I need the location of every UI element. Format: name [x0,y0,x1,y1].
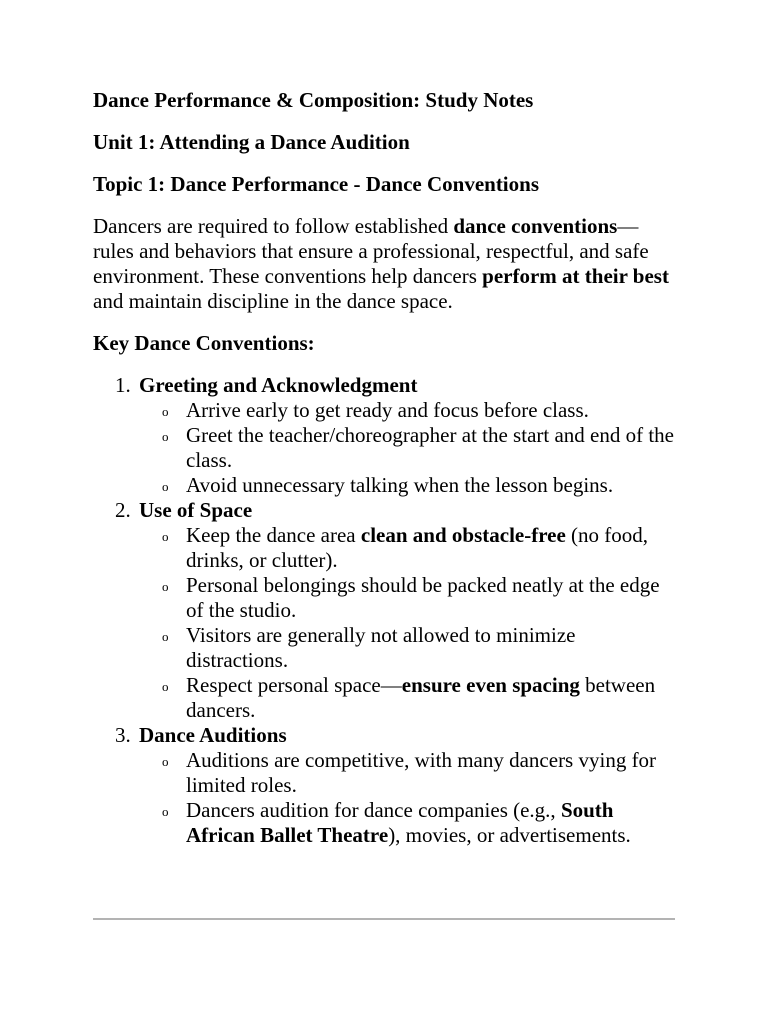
bullet-bold: clean and obstacle-free [360,523,566,547]
bullet-list [139,398,675,498]
key-conventions-heading: Key Dance Conventions: [93,331,315,355]
bullet-text: (no food, drinks, or clutter). [186,523,649,572]
convention-item [93,373,675,498]
bullet-icon: o [162,529,169,544]
item-number: 1. [115,373,131,397]
bullet-icon: o [162,754,169,769]
bullet-text: Avoid unnecessary talking when the lesson begins. [186,473,614,497]
item-number: 2. [115,498,131,522]
bullet-item [139,423,675,473]
intro-paragraph [93,214,675,314]
bullet-text: Personal belongings should be packed neatly at the edge of the studio. [186,573,660,622]
document-page [93,88,675,848]
bullet-list [139,748,675,848]
bullet-text: Greet the teacher/choreographer at the start and end of the class. [186,423,675,472]
bullet-item [139,673,675,723]
item-title: Greeting and Acknowledgment [139,373,418,397]
bullet-item [139,523,675,573]
intro-text-1: Dancers are required to follow established [93,214,454,238]
bullet-icon: o [162,679,169,694]
intro-text-2: —rules and behaviors that ensure a professional, respectful, and safe environment. These conventions help dancers [93,214,649,288]
intro-bold-1: dance conventions [453,214,618,238]
topic-heading: Topic 1: Dance Performance - Dance Conventions [93,172,539,196]
bullet-list [139,523,675,723]
convention-item [93,723,675,848]
bullet-item [139,623,675,673]
item-number: 3. [115,723,131,747]
bullet-item [139,398,675,423]
document-title: Dance Performance & Composition: Study Notes [93,88,534,112]
unit-heading: Unit 1: Attending a Dance Audition [93,130,410,154]
bullet-icon: o [162,579,169,594]
bullet-item [139,798,675,848]
bullet-text: Keep the dance area [186,523,361,547]
bullet-icon: o [162,804,169,819]
intro-text-3: and maintain discipline in the dance space. [93,289,453,313]
horizontal-divider [93,918,675,920]
bullet-bold: ensure even spacing [401,673,580,697]
bullet-text: between dancers. [186,673,656,722]
bullet-text: Arrive early to get ready and focus before class. [186,398,589,422]
convention-item [93,498,675,723]
intro-bold-2: perform at their best [482,264,669,288]
bullet-text: Auditions are competitive, with many dancers vying for limited roles. [186,748,657,797]
bullet-text: Visitors are generally not allowed to minimize distractions. [186,623,576,672]
bullet-item [139,573,675,623]
bullet-text: Dancers audition for dance companies (e.g., [186,798,561,822]
bullet-item [139,473,675,498]
bullet-icon: o [162,404,169,419]
bullet-icon: o [162,479,169,494]
bullet-text: ), movies, or advertisements. [388,823,631,847]
item-title: Dance Auditions [139,723,287,747]
bullet-icon: o [162,629,169,644]
bullet-item [139,748,675,798]
item-title: Use of Space [139,498,253,522]
bullet-text: Respect personal space— [186,673,402,697]
bullet-bold: South African Ballet Theatre [186,798,614,847]
bullet-icon: o [162,429,169,444]
conventions-list [93,373,675,848]
